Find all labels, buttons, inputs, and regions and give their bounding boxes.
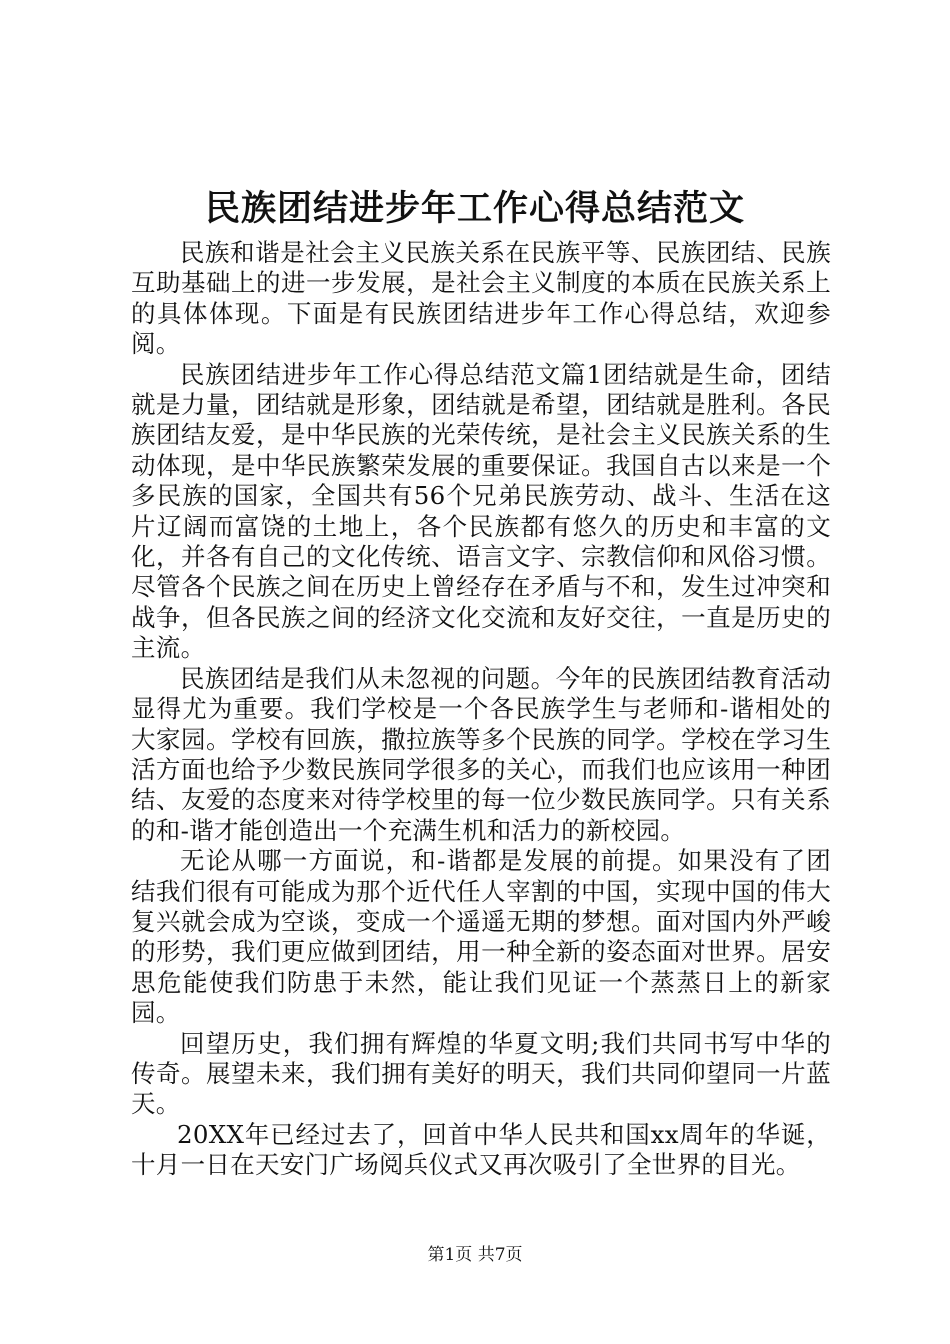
paragraph-article-1: 民族团结进步年工作心得总结范文篇1团结就是生命，团结就是力量，团结就是形象，团结就是希望，团结就是胜利。各民族团结友爱，是中华民族的光荣传统，是社会主义民族关系的生动体现，是中华民族繁荣发展的重要保证。我国自古以来是一个多民族的国家，全国共有56个兄弟民族劳动、战斗、生活在这片辽阔而富饶的土地上，各个民族都有悠久的历史和丰富的文化，并各有自己的文化传统、语言文字、宗教信仰和风俗习惯。尽管各个民族之间在历史上曾经存在矛盾与不和，发生过冲突和战争，但各民族之间的经济文化交流和友好交往，一直是历史的主流。 — [131, 359, 831, 663]
paragraph-harmony: 无论从哪一方面说，和-谐都是发展的前提。如果没有了团结我们很有可能成为那个近代任人宰割的中国，实现中国的伟大复兴就会成为空谈，变成一个遥遥无期的梦想。面对国内外严峻的形势，我们更应做到团结，用一种全新的姿态面对世界。居安思危能使我们防患于未然，能让我们见证一个蒸蒸日上的新家园。 — [131, 846, 831, 1028]
paragraph-anniversary: 20XX年已经过去了，回首中华人民共和国xx周年的华诞，十月一日在天安门广场阅兵仪式又再次吸引了全世界的目光。 — [131, 1119, 831, 1180]
paragraph-history: 回望历史，我们拥有辉煌的华夏文明;我们共同书写中华的传奇。展望未来，我们拥有美好的明天，我们共同仰望同一片蓝天。 — [131, 1028, 831, 1119]
paragraph-school: 民族团结是我们从未忽视的问题。今年的民族团结教育活动显得尤为重要。我们学校是一个各民族学生与老师和-谐相处的大家园。学校有回族，撒拉族等多个民族的同学。学校在学习生活方面也给予少数民族同学很多的关心，而我们也应该用一种团结、友爱的态度来对待学校里的每一位少数民族同学。只有关系的和-谐才能创造出一个充满生机和活力的新校园。 — [131, 663, 831, 845]
document-body — [131, 238, 831, 1181]
paragraph-intro: 民族和谐是社会主义民族关系在民族平等、民族团结、民族互助基础上的进一步发展，是社会主义制度的本质在民族关系上的具体体现。下面是有民族团结进步年工作心得总结，欢迎参阅。 — [131, 238, 831, 359]
document-title: 民族团结进步年工作心得总结范文 — [204, 188, 745, 229]
page-footer: 第1页 共7页 — [427, 1245, 523, 1265]
